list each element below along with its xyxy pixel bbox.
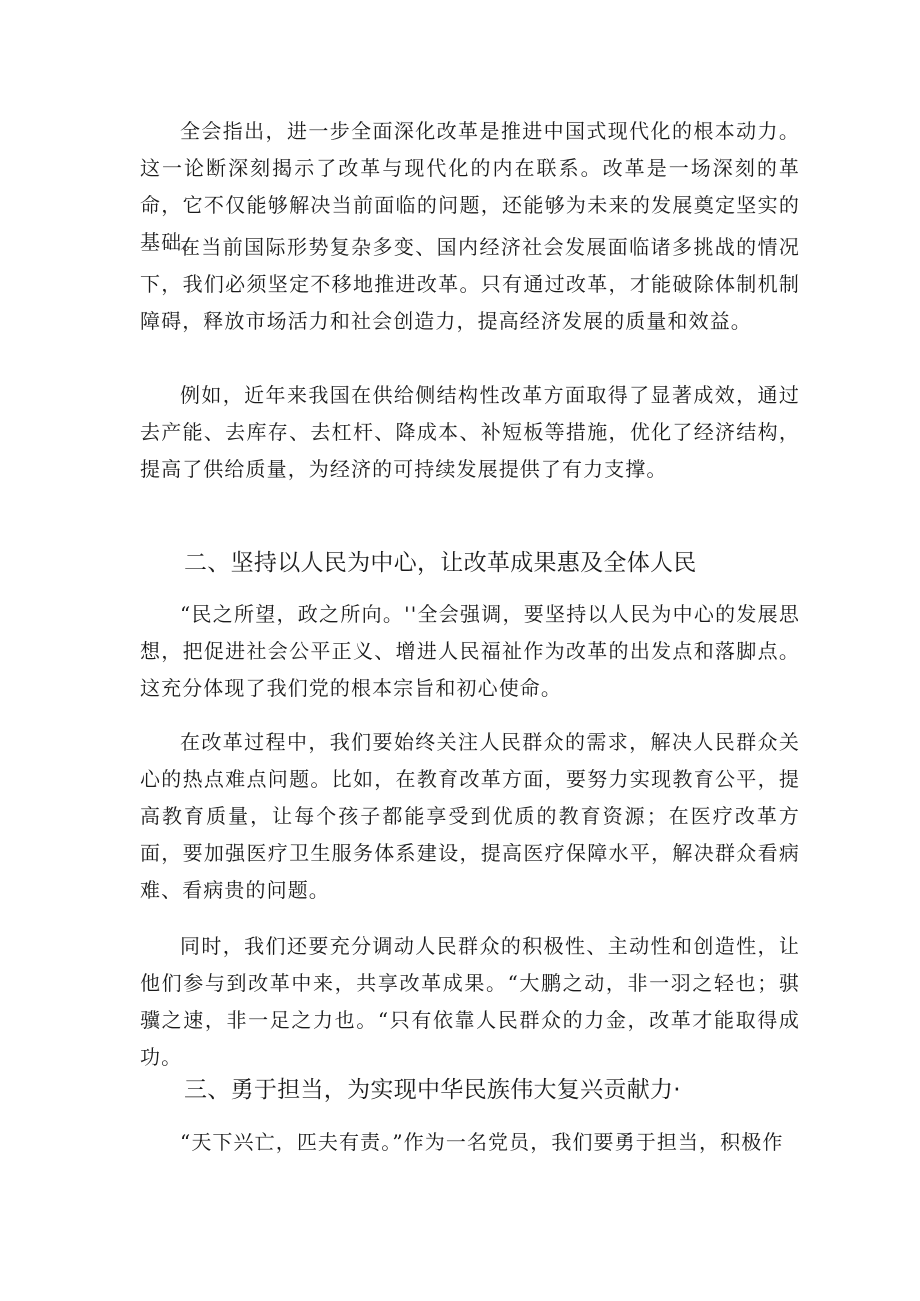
paragraph-supply-side-reform: 例如，近年来我国在供给侧结构性改革方面取得了显著成效，通过去产能、去库存、去杠杆、降成本、补短板等措施，优化了经济结构，提高了供给质量，为经济的可持续发展提供了有力支撑。 xyxy=(140,383,800,481)
paragraph-reform-driving-force: 全会指出，进一步全面深化改革是推进中国式现代化的根本动力。这一论断深刻揭示了改革与现代化的内在联系。改革是一场深刻的革命，它不仅能够解决当前面临的问题，还能够为未来的发展奠定坚实的基础。 xyxy=(140,119,800,254)
paragraph-mobilize-people: 同时，我们还要充分调动人民群众的积极性、主动性和创造性，让他们参与到改革中来，共享改革成果。“大鹏之动，非一羽之轻也；骐骥之速，非一足之力也。“只有依靠人民群众的力金，改革才能取得成功。 xyxy=(140,934,800,1069)
paragraph-people-wishes: “民之所望，政之所向。''全会强调，要坚持以人民为中心的发展思想，把促进社会公平正义、增进人民福祉作为改革的出发点和落脚点。这充分体现了我们党的根本宗旨和初心使命。 xyxy=(140,602,800,700)
paragraph-national-rise: “天下兴亡，匹夫有责。”作为一名党员，我们要勇于担当，积极作 xyxy=(180,1130,784,1154)
section-heading-take-responsibility: 三、勇于担当，为实现中华民族伟大复兴贡献力· xyxy=(184,1077,681,1103)
paragraph-international-situation: 在当前国际形势复杂多变、国内经济社会发展面临诸多挑战的情况下，我们必须坚定不移地推进改革。只有通过改革，才能破除体制机制障碍，释放市场活力和社会创造力，提高经济发展的质量和效益。 xyxy=(140,235,800,333)
section-heading-people-centered: 二、坚持以人民为中心，让改革成果惠及全体人民 xyxy=(184,550,697,576)
paragraph-people-needs: 在改革过程中，我们要始终关注人民群众的需求，解决人民群众关心的热点难点问题。比如，在教育改革方面，要努力实现教育公平，提高教育质量，让每个孩子都能享受到优质的教育资源；在医疗改革方面，要加强医疗卫生服务体系建设，提高医疗保障水平，解决群众看病难、看病贵的问题。 xyxy=(140,730,800,902)
